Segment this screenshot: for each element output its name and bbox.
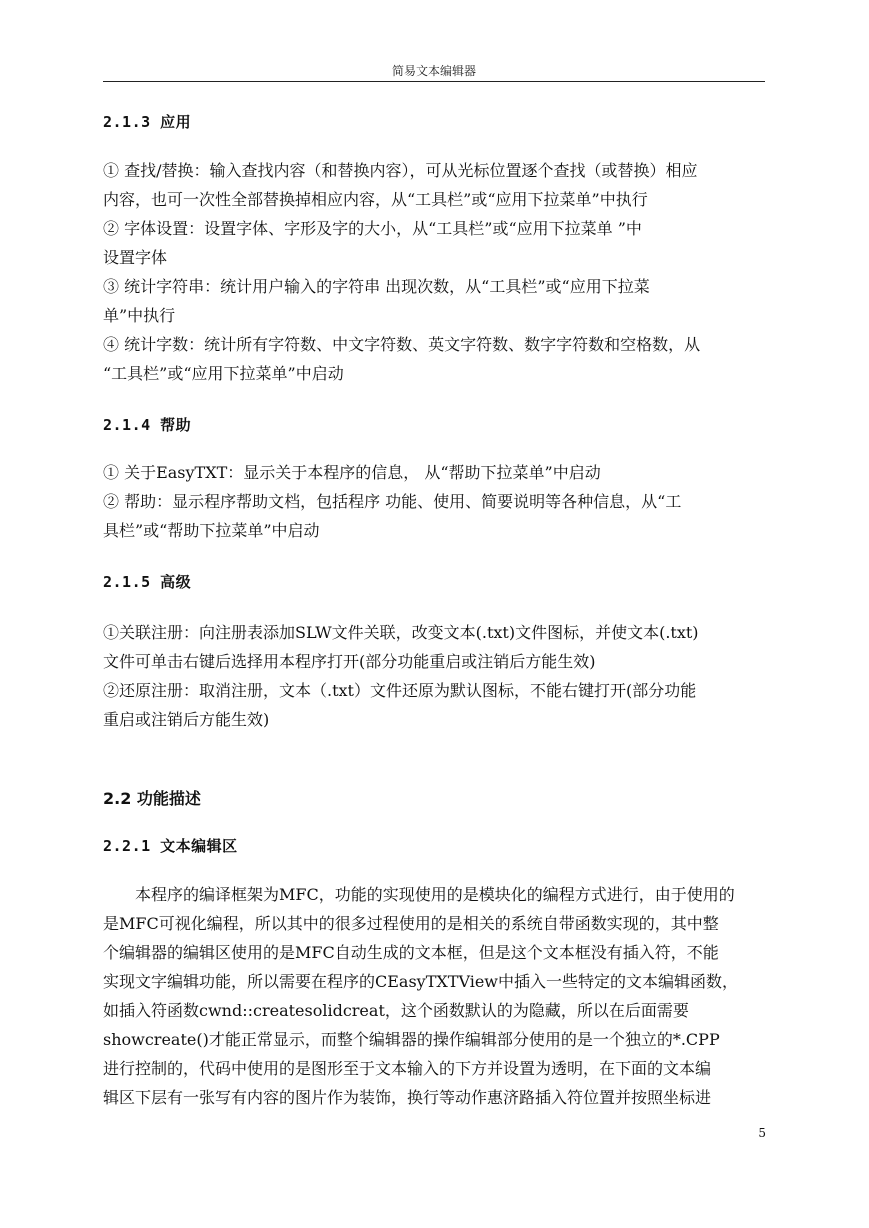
section-body-2-1-5 [103,618,767,734]
body-line: 是MFC可视化编程，所以其中的很多过程使用的是相关的系统自带函数实现的，其中整 [103,914,719,933]
body-line: ③ 统计字符串：统计用户输入的字符串 出现次数，从“工具栏”或“应用下拉菜 [103,277,650,296]
body-line: 本程序的编译框架为MFC，功能的实现使用的是模块化的编程方式进行，由于使用的 [135,885,735,904]
body-line: ① 关于EasyTXT：显示关于本程序的信息， 从“帮助下拉菜单”中启动 [103,463,601,482]
body-line: 内容，也可一次性全部替换掉相应内容，从“工具栏”或“应用下拉菜单”中执行 [103,190,648,209]
body-line: 单”中执行 [103,306,176,325]
section-body-2-1-4 [103,458,767,545]
section-heading-2-1-4: 2.1.4 帮助 [103,416,192,434]
page-number: 5 [758,1126,766,1140]
section-heading-2-2-1: 2.2.1 文本编辑区 [103,837,238,855]
body-line: 具栏”或“帮助下拉菜单”中启动 [103,521,320,540]
section-heading-2-1-3: 2.1.3 应用 [103,113,192,131]
running-header: 简易文本编辑器 [391,64,476,78]
body-line: ② 字体设置：设置字体、字形及字的大小，从“工具栏”或“应用下拉菜单 ”中 [103,219,642,238]
section-heading-2-2: 2.2 功能描述 [103,789,201,808]
section-heading-2-1-5: 2.1.5 高级 [103,573,192,591]
section-body-2-1-3 [103,156,767,388]
body-line: 辑区下层有一张写有内容的图片作为装饰，换行等动作惠济路插入符位置并按照坐标进 [103,1088,712,1107]
body-line: 如插入符函数cwnd::createsolidcreat，这个函数默认的为隐藏，所以在后面需要 [103,1001,689,1020]
body-line: ②还原注册：取消注册，文本（.txt）文件还原为默认图标，不能右键打开(部分功能 [103,681,697,700]
body-line: 重启或注销后方能生效) [103,710,270,729]
section-body-2-2-1 [103,880,767,1112]
body-line: “工具栏”或“应用下拉菜单”中启动 [103,364,344,383]
body-line: 个编辑器的编辑区使用的是MFC自动生成的文本框，但是这个文本框没有插入符，不能 [103,943,719,962]
body-line: ① 查找/替换：输入查找内容（和替换内容），可从光标位置逐个查找（或替换）相应 [103,161,698,180]
body-line: ④ 统计字数：统计所有字符数、中文字符数、英文字符数、数字字符数和空格数，从 [103,335,701,354]
body-line: 实现文字编辑功能，所以需要在程序的CEasyTXTView中插入一些特定的文本编辑函数， [103,972,739,991]
body-line: 文件可单击右键后选择用本程序打开(部分功能重启或注销后方能生效) [103,652,596,671]
body-line: 设置字体 [103,248,168,267]
body-line: showcreate()才能正常显示，而整个编辑器的操作编辑部分使用的是一个独立的*.CPP [103,1030,720,1049]
body-line: ② 帮助：显示程序帮助文档，包括程序 功能、使用、简要说明等各种信息，从“工 [103,492,682,511]
body-line: ①关联注册：向注册表添加SLW文件关联，改变文本(.txt)文件图标，并使文本(.txt) [103,623,699,642]
header-rule [103,81,765,82]
body-line: 进行控制的，代码中使用的是图形至于文本输入的下方并设置为透明，在下面的文本编 [103,1059,712,1078]
